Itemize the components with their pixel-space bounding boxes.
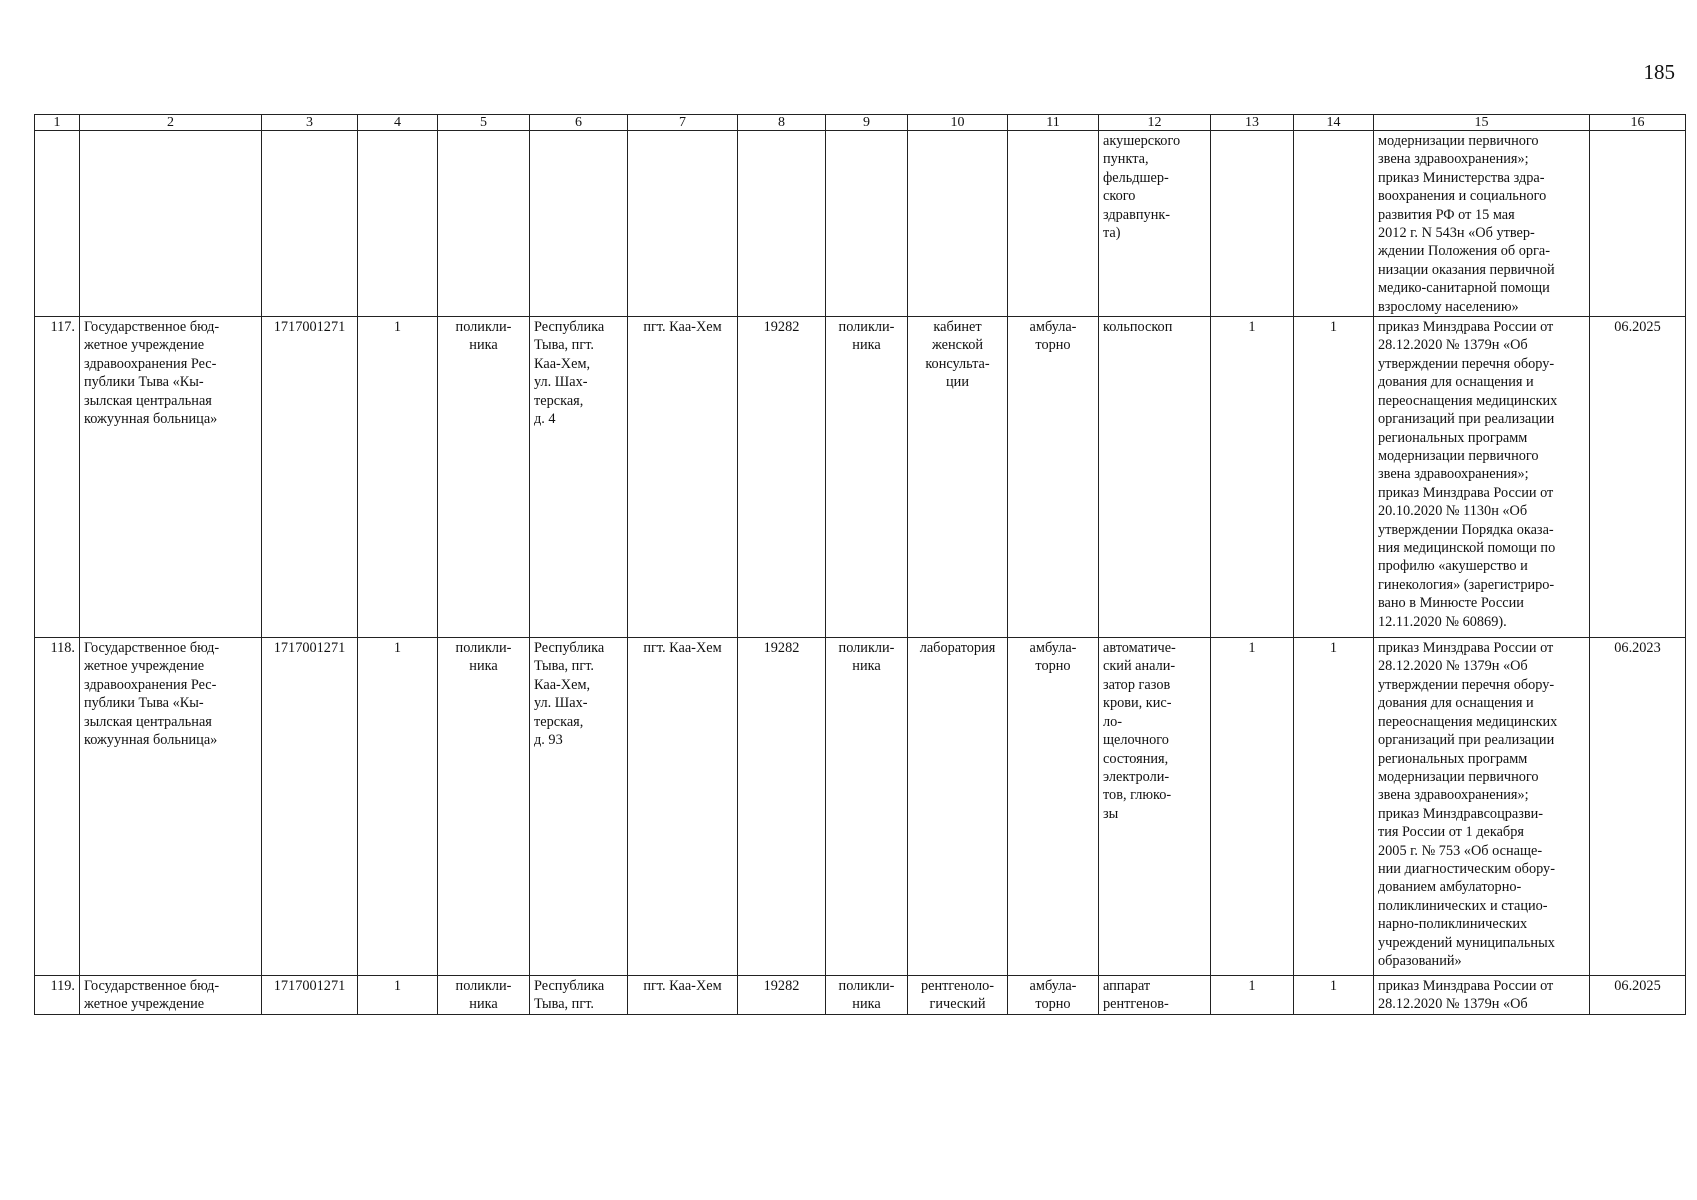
deadline (1590, 131, 1686, 317)
header-cell: 7 (628, 115, 738, 131)
header-cell: 14 (1294, 115, 1374, 131)
count: 1 (358, 317, 438, 638)
legal-basis: модернизации первичного звена здравоохранения»; приказ Министерства здра- воохранения и социального развития РФ от 15 мая 2012 г. N 543н «Об утвер- ждении Положения об орга- низации оказания первичной медико-санитарной помощи взрослому населению» (1374, 131, 1590, 317)
header-cell: 6 (530, 115, 628, 131)
address (530, 131, 628, 317)
equipment-table (34, 114, 1686, 1015)
unit-type (826, 131, 908, 317)
header-cell: 10 (908, 115, 1008, 131)
address: Республика Тыва, пгт. Каа-Хем, ул. Шах- терская, д. 4 (530, 317, 628, 638)
inn (262, 131, 358, 317)
locality: пгт. Каа-Хем (628, 638, 738, 976)
legal-basis: приказ Минздрава России от 28.12.2020 № 1379н «Об утверждении перечня обору- дования для оснащения и переоснащения медицинских организаций при реализации региональных программ модернизации первичного звена здравоохранения»; приказ Минздравсоцразви- тия России от 1 декабря 2005 г. № 753 «Об оснаще- нии диагностическим обору- дованием амбулаторно- поликлинических и стацио- нарно-поликлинических учреждений муниципальных образований» (1374, 638, 1590, 976)
row-number: 117. (35, 317, 80, 638)
locality: пгт. Каа-Хем (628, 976, 738, 1015)
deadline: 06.2023 (1590, 638, 1686, 976)
header-cell: 15 (1374, 115, 1590, 131)
department: кабинет женской консульта- ции (908, 317, 1008, 638)
inn: 1717001271 (262, 638, 358, 976)
deadline: 06.2025 (1590, 976, 1686, 1015)
locality (628, 131, 738, 317)
department: рентгеноло- гический (908, 976, 1008, 1015)
care-mode (1008, 131, 1099, 317)
care-mode: амбула- торно (1008, 317, 1099, 638)
organization-name: Государственное бюд- жетное учреждение (80, 976, 262, 1015)
inn: 1717001271 (262, 976, 358, 1015)
quantity-total: 1 (1294, 317, 1374, 638)
quantity: 1 (1211, 976, 1294, 1015)
code: 19282 (738, 976, 826, 1015)
table-row (35, 131, 1686, 317)
header-cell: 5 (438, 115, 530, 131)
code (738, 131, 826, 317)
care-mode: амбула- торно (1008, 976, 1099, 1015)
code: 19282 (738, 317, 826, 638)
deadline: 06.2025 (1590, 317, 1686, 638)
row-number: 118. (35, 638, 80, 976)
organization-name: Государственное бюд- жетное учреждение здравоохранения Рес- публики Тыва «Кы- зылская центральная кожуунная больница» (80, 638, 262, 976)
locality: пгт. Каа-Хем (628, 317, 738, 638)
unit-type: поликли- ника (826, 638, 908, 976)
legal-basis: приказ Минздрава России от 28.12.2020 № 1379н «Об (1374, 976, 1590, 1015)
header-cell: 4 (358, 115, 438, 131)
page-number: 185 (1643, 60, 1675, 84)
quantity-total: 1 (1294, 976, 1374, 1015)
quantity: 1 (1211, 317, 1294, 638)
facility-type: поликли- ника (438, 317, 530, 638)
organization-name: Государственное бюд- жетное учреждение здравоохранения Рес- публики Тыва «Кы- зылская центральная кожуунная больница» (80, 317, 262, 638)
table-row (35, 317, 1686, 638)
equipment: автоматиче- ский анали- затор газов крови, кис- ло- щелочного состояния, электроли- тов, глюко- зы (1099, 638, 1211, 976)
table-row (35, 976, 1686, 1015)
header-cell: 12 (1099, 115, 1211, 131)
count: 1 (358, 638, 438, 976)
code: 19282 (738, 638, 826, 976)
facility-type (438, 131, 530, 317)
count: 1 (358, 976, 438, 1015)
header-cell: 16 (1590, 115, 1686, 131)
organization-name (80, 131, 262, 317)
header-row (35, 115, 1686, 131)
quantity: 1 (1211, 638, 1294, 976)
care-mode: амбула- торно (1008, 638, 1099, 976)
header-cell: 2 (80, 115, 262, 131)
header-cell: 11 (1008, 115, 1099, 131)
count (358, 131, 438, 317)
facility-type: поликли- ника (438, 638, 530, 976)
equipment: аппарат рентгенов- (1099, 976, 1211, 1015)
department: лаборатория (908, 638, 1008, 976)
quantity-total: 1 (1294, 638, 1374, 976)
department (908, 131, 1008, 317)
equipment: кольпоскоп (1099, 317, 1211, 638)
quantity (1211, 131, 1294, 317)
address: Республика Тыва, пгт. (530, 976, 628, 1015)
row-number (35, 131, 80, 317)
quantity-total (1294, 131, 1374, 317)
table-row (35, 638, 1686, 976)
inn: 1717001271 (262, 317, 358, 638)
header-cell: 3 (262, 115, 358, 131)
row-number: 119. (35, 976, 80, 1015)
unit-type: поликли- ника (826, 976, 908, 1015)
address: Республика Тыва, пгт. Каа-Хем, ул. Шах- терская, д. 93 (530, 638, 628, 976)
header-cell: 8 (738, 115, 826, 131)
equipment: акушерского пункта, фельдшер- ского здравпунк- та) (1099, 131, 1211, 317)
facility-type: поликли- ника (438, 976, 530, 1015)
header-cell: 13 (1211, 115, 1294, 131)
header-cell: 9 (826, 115, 908, 131)
legal-basis: приказ Минздрава России от 28.12.2020 № 1379н «Об утверждении перечня обору- дования для оснащения и переоснащения медицинских организаций при реализации региональных программ модернизации первичного звена здравоохранения»; приказ Минздрава России от 20.10.2020 № 1130н «Об утверждении Порядка оказа- ния медицинской помощи по профилю «акушерство и гинекология» (зарегистриро- вано в Минюсте России 12.11.2020 № 60869). (1374, 317, 1590, 638)
header-cell: 1 (35, 115, 80, 131)
unit-type: поликли- ника (826, 317, 908, 638)
